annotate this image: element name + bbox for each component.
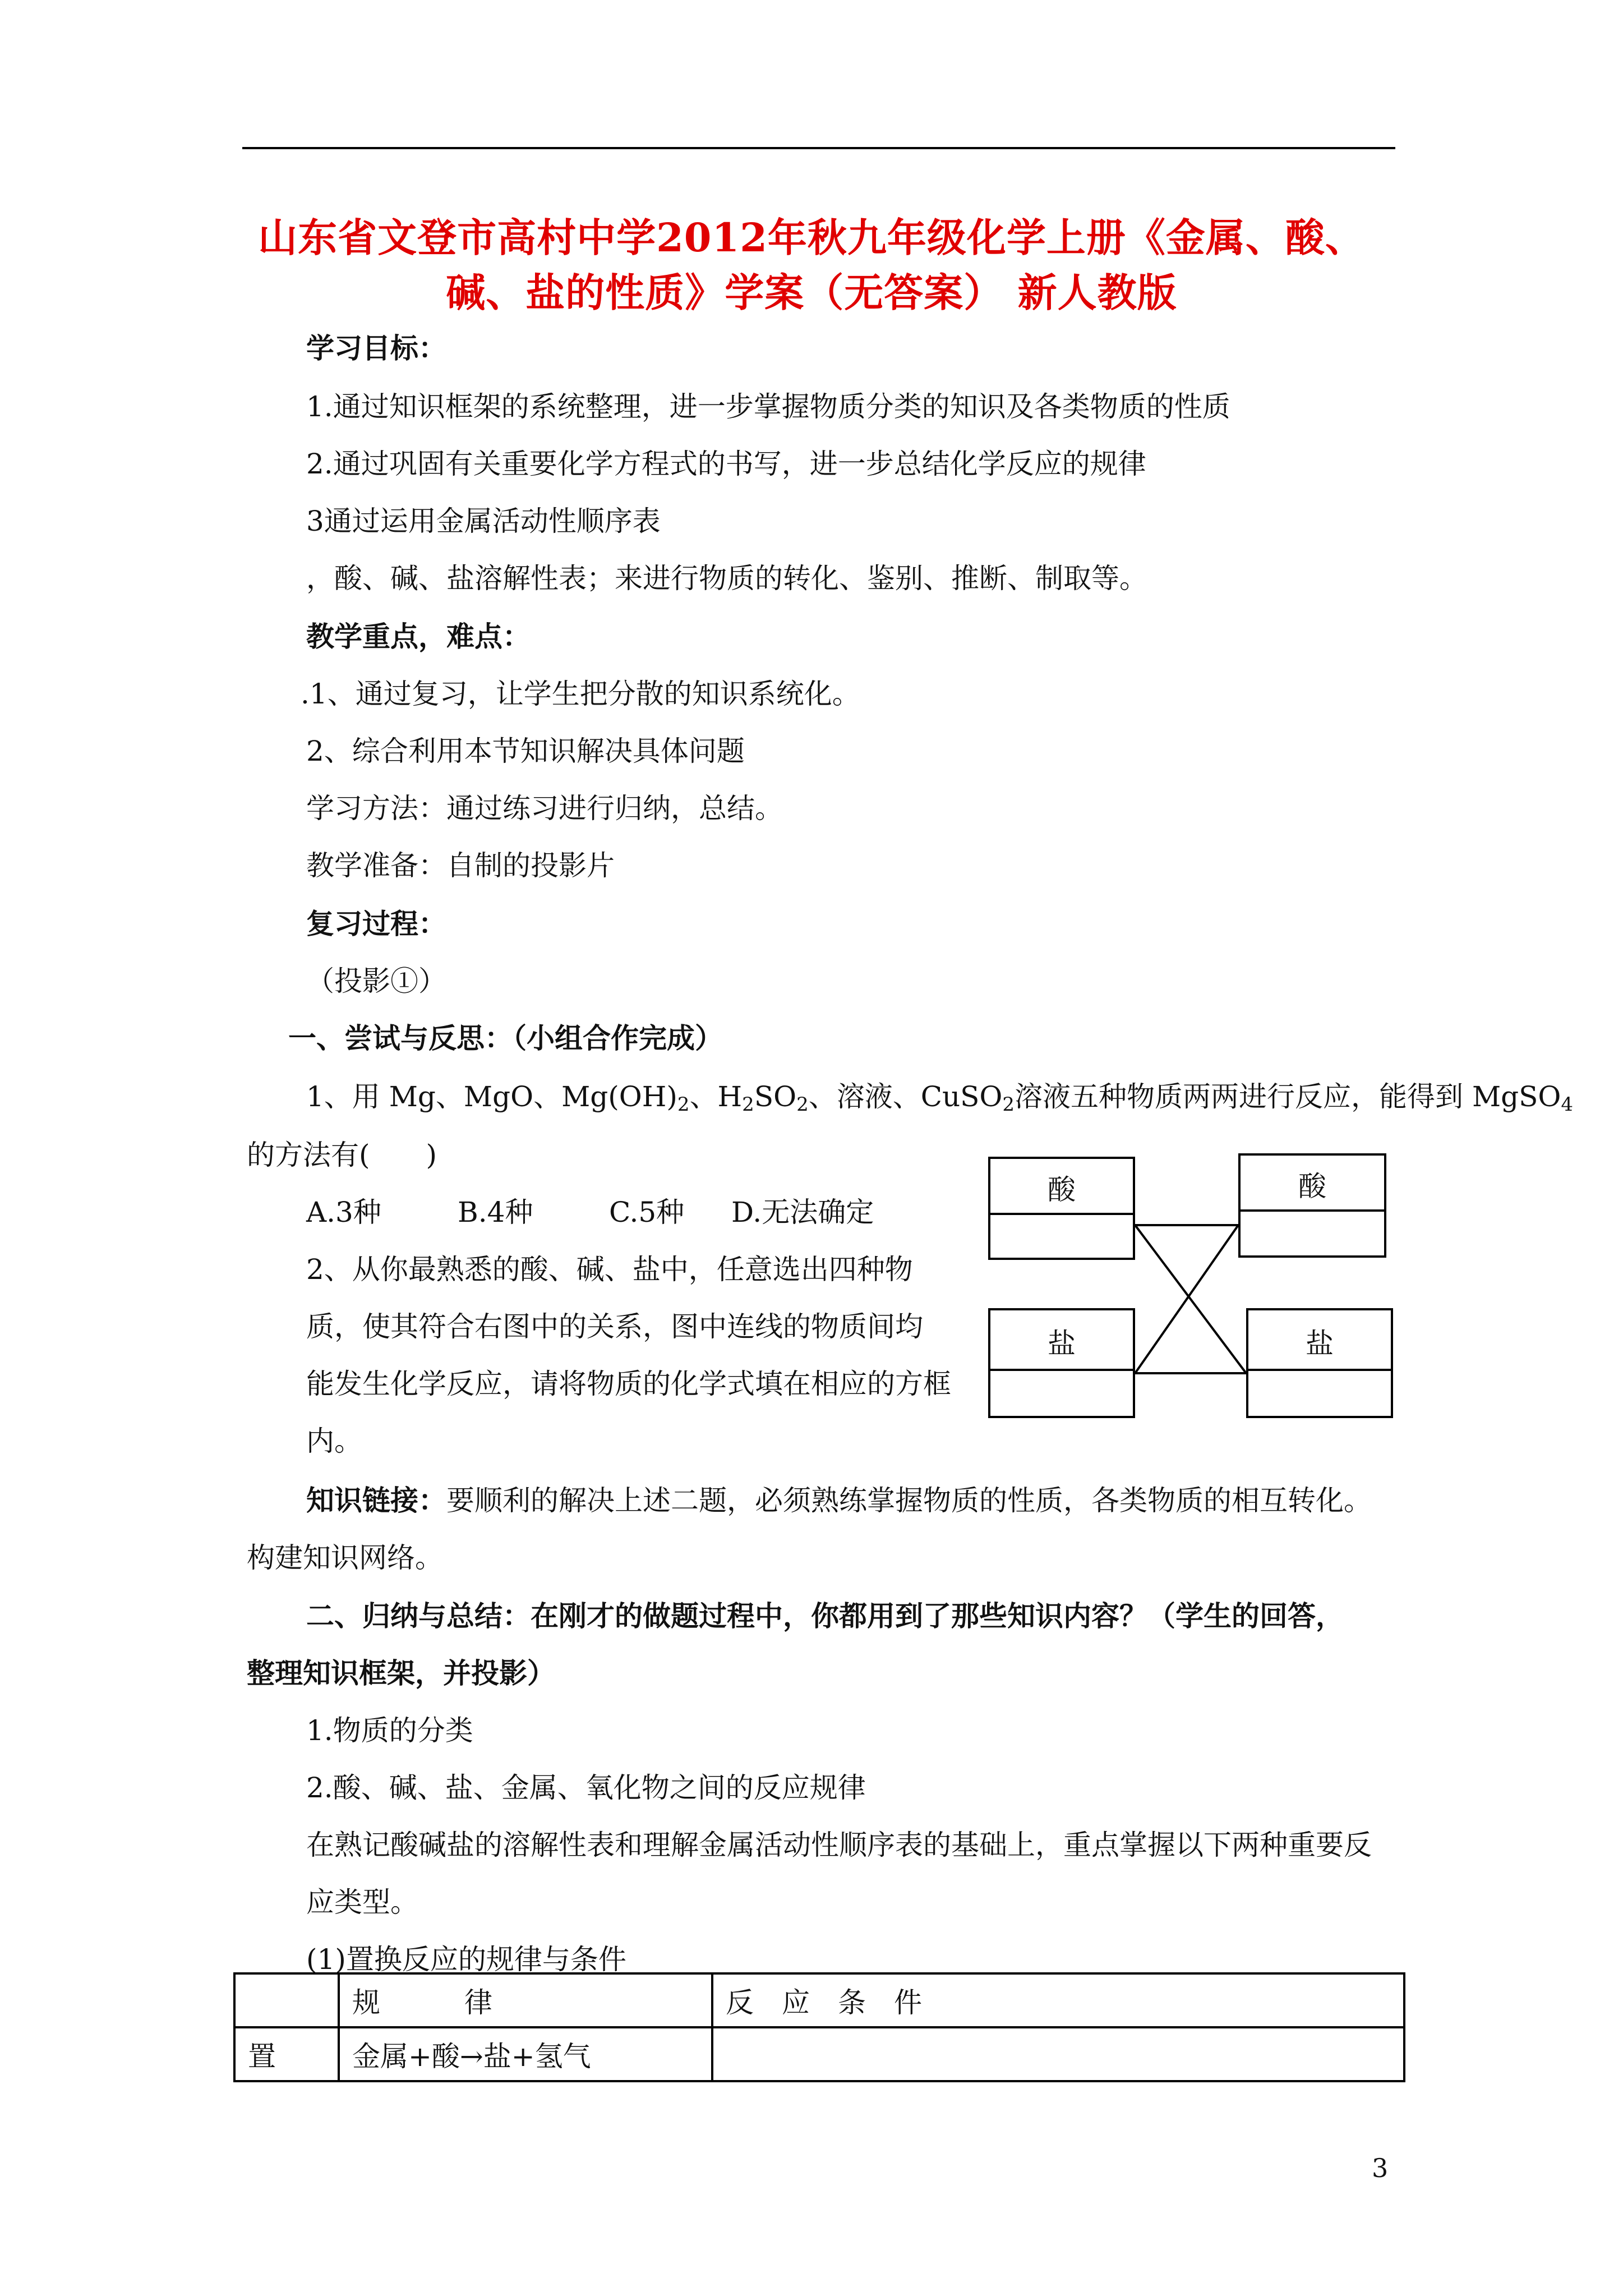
table-cell <box>712 2027 1404 2081</box>
table-row <box>234 2027 1404 2081</box>
focus-heading: 教学重点，难点： <box>306 620 531 653</box>
knowledge-link <box>306 1484 1372 1517</box>
box-label: 酸 <box>1048 1174 1076 1206</box>
question-1: 1、用 Mg、MgO、$Mg(OH)_2$、$H_2SO_2$、溶液、CuSO$_2$溶液五种物质两两进行反应，能得到 MgSO$_4$ <box>306 1080 1574 1116</box>
teaching-preparation: 教学准备：自制的投影片 <box>306 849 615 882</box>
section2-paragraph-cont: 应类型。 <box>306 1886 418 1918</box>
objective-item: 2.通过巩固有关重要化学方程式的书写，进一步总结化学反应的规律 <box>306 448 1146 480</box>
doc-title-line2: 碱、盐的性质》学案（无答案） 新人教版 <box>446 269 1177 316</box>
knowledge-link-label: 知识链接： <box>306 1484 446 1517</box>
section2-item: 2.酸、碱、盐、金属、氧化物之间的反应规律 <box>306 1772 866 1804</box>
option-b: B.4种 <box>458 1196 533 1228</box>
question-2-line: 内。 <box>306 1425 362 1457</box>
table-cell: 规 律 <box>339 1973 712 2027</box>
table-cell <box>234 1973 339 2027</box>
section2-paragraph: 在熟记酸碱盐的溶解性表和理解金属活动性顺序表的基础上，重点掌握以下两种重要反 <box>306 1829 1372 1861</box>
question-1-cont: 的方法有( ) <box>247 1139 437 1171</box>
objective-item: 1.通过知识框架的系统整理，进一步掌握物质分类的知识及各类物质的性质 <box>306 390 1230 423</box>
section2-heading: 二、归纳与总结：在刚才的做题过程中，你都用到了那些知识内容？（学生的回答， <box>306 1599 1344 1632</box>
option-a: A.3种 <box>306 1196 381 1228</box>
objective-item: ，酸、碱、盐溶解性表；来进行物质的转化、鉴别、推断、制取等。 <box>306 562 1147 595</box>
replacement-reaction-table <box>233 1972 1405 2082</box>
box-label: 盐 <box>1048 1327 1076 1360</box>
box-label: 盐 <box>1306 1327 1334 1360</box>
question-2-line: 能发生化学反应，请将物质的化学式填在相应的方框 <box>306 1368 951 1400</box>
question-2-line: 2、从你最熟悉的酸、碱、盐中，任意选出四种物 <box>306 1253 913 1286</box>
question-2-line: 质，使其符合右图中的关系，图中连线的物质间均 <box>306 1310 923 1343</box>
knowledge-link-text: 要顺利的解决上述二题，必须熟练掌握物质的性质，各类物质的相互转化。 <box>446 1484 1372 1517</box>
replacement-reaction-heading: (1)置换反应的规律与条件 <box>306 1943 626 1976</box>
objectives-heading: 学习目标： <box>306 332 446 365</box>
option-c: C.5种 <box>609 1196 685 1228</box>
box-label: 酸 <box>1298 1170 1326 1203</box>
table-cell: 置 <box>234 2027 339 2081</box>
study-method: 学习方法：通过练习进行归纳，总结。 <box>306 792 783 825</box>
review-heading: 复习过程： <box>306 907 446 940</box>
table-cell: 金属+酸→盐+氢气 <box>339 2027 712 2081</box>
focus-item: .1、通过复习，让学生把分散的知识系统化。 <box>301 678 860 710</box>
doc-title-line1: 山东省文登市高村中学2012年秋九年级化学上册《金属、酸、 <box>258 214 1365 261</box>
page-number: 3 <box>1372 2153 1389 2183</box>
option-d: D.无法确定 <box>731 1196 874 1228</box>
section1-heading: 一、尝试与反思：（小组合作完成） <box>288 1022 723 1055</box>
focus-item: 2、综合利用本节知识解决具体问题 <box>306 735 745 767</box>
projection-note: （投影①） <box>306 965 446 997</box>
table-header-row <box>234 1973 1404 2027</box>
table-cell: 反 应 条 件 <box>712 1973 1404 2027</box>
section2-item: 1.物质的分类 <box>306 1714 473 1747</box>
knowledge-link-cont: 构建知识网络。 <box>247 1542 443 1574</box>
objective-item: 3通过运用金属活动性顺序表 <box>306 505 661 537</box>
section2-heading-cont: 整理知识框架，并投影） <box>247 1657 555 1690</box>
